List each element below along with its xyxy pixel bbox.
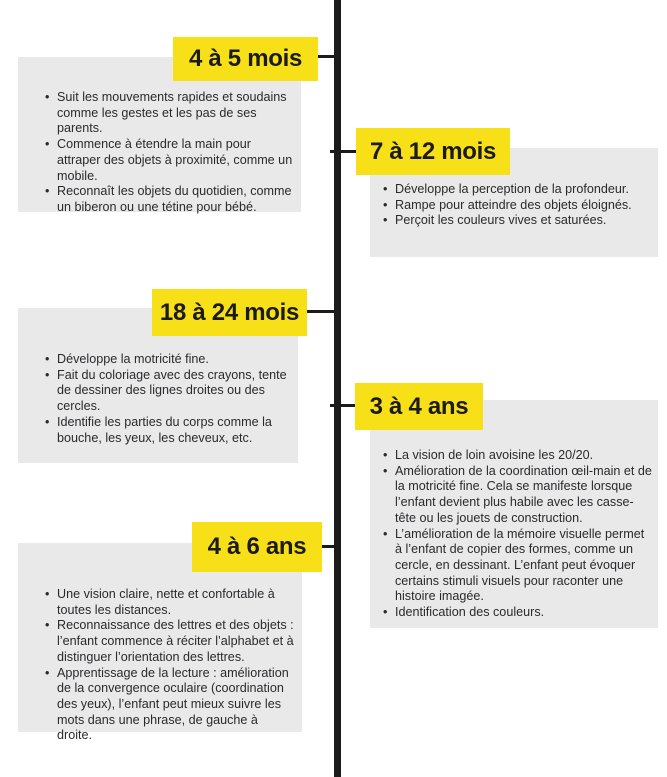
- connector-line: [330, 150, 357, 153]
- milestone-item: • Amélioration de la coordination œil-main et de la motricité fine. Cela se manifeste lorsque l’enfant devient plus habile avec les casse-tête ou les jouets de construction.: [383, 464, 654, 527]
- connector-line: [304, 310, 338, 313]
- age-label: 4 à 6 ans: [192, 522, 322, 572]
- milestones-box: [370, 400, 658, 628]
- age-label: 7 à 12 mois: [356, 128, 510, 175]
- milestone-item: • Reconnaît les objets du quotidien, comme un biberon ou une tétine pour bébé.: [45, 184, 295, 215]
- age-label: 18 à 24 mois: [152, 289, 307, 336]
- milestone-item: • Apprentissage de la lecture : amélioration de la convergence oculaire (coordination des yeux), l’enfant peut mieux suivre les mots dans une phrase, de gauche à droite.: [45, 666, 296, 745]
- milestone-item: • Une vision claire, nette et confortable à toutes les distances.: [45, 587, 296, 618]
- age-label: 3 à 4 ans: [355, 383, 483, 430]
- milestones-list: [18, 543, 302, 744]
- milestone-item: • Perçoit les couleurs vives et saturées.: [383, 213, 653, 229]
- milestone-item: • Reconnaissance des lettres et des objets : l’enfant commence à réciter l’alphabet et à distinguer l’orientation des lettres.: [45, 618, 296, 665]
- milestone-item: • Identifie les parties du corps comme la bouche, les yeux, les cheveux, etc.: [45, 415, 292, 446]
- timeline-axis: [334, 0, 341, 777]
- milestone-item: • Commence à étendre la main pour attraper des objets à proximité, comme un mobile.: [45, 137, 295, 184]
- milestone-item: • Développe la motricité fine.: [45, 352, 292, 368]
- milestone-item: • Fait du coloriage avec des crayons, tente de dessiner des lignes droites ou des cercles.: [45, 368, 292, 415]
- milestone-item: • Identification des couleurs.: [383, 605, 654, 621]
- milestone-item: • L’amélioration de la mémoire visuelle permet à l’enfant de copier des formes, comme un cercle, en dessinant. L’enfant peut évoquer certains stimuli visuels pour raconter une histoire imagée.: [383, 527, 654, 606]
- milestone-item: • Suit les mouvements rapides et soudains comme les gestes et les pas de ses parents.: [45, 90, 295, 137]
- connector-line: [330, 404, 356, 407]
- milestone-item: • Développe la perception de la profondeur.: [383, 182, 653, 198]
- milestone-item: • La vision de loin avoisine les 20/20.: [383, 448, 654, 464]
- milestone-item: • Rampe pour atteindre des objets éloignés.: [383, 198, 653, 214]
- age-label: 4 à 5 mois: [173, 37, 318, 81]
- milestones-list: [370, 400, 658, 621]
